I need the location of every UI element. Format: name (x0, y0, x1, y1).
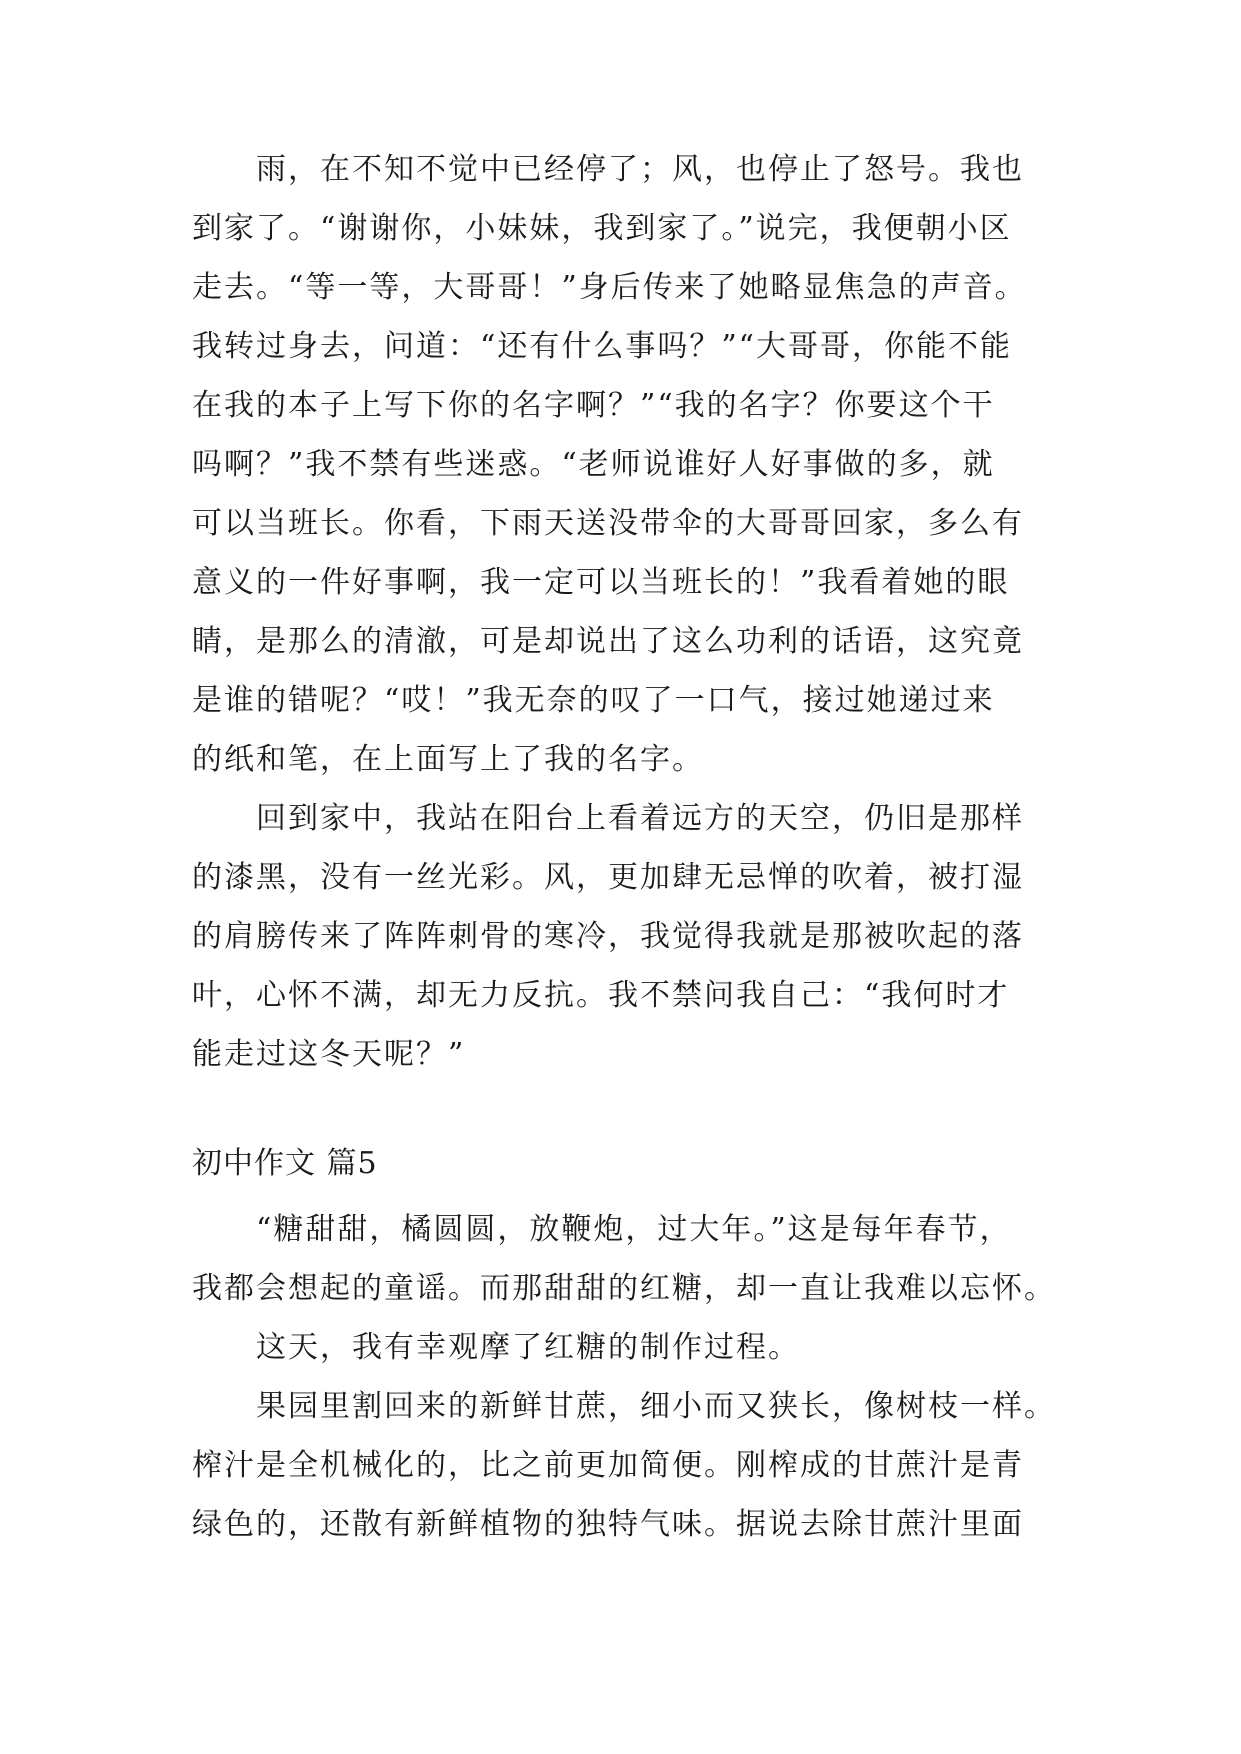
paragraph-line: 睛，是那么的清澈，可是却说出了这么功利的话语，这究竟 (192, 624, 1024, 659)
paragraph-line: 可以当班长。你看，下雨天送没带伞的大哥哥回家，多么有 (192, 506, 1024, 541)
paragraph-line: 走去。“等一等，大哥哥！”身后传来了她略显焦急的声音。 (192, 270, 1027, 305)
paragraph-line: 是谁的错呢？“哎！”我无奈的叹了一口气，接过她递过来 (192, 683, 995, 718)
paragraph-line: 吗啊？”我不禁有些迷惑。“老师说谁好人好事做的多，就 (192, 447, 995, 482)
paragraph-line: 的纸和笔，在上面写上了我的名字。 (192, 742, 704, 777)
paragraph-line: 雨，在不知不觉中已经停了；风，也停止了怒号。我也 (256, 152, 1024, 187)
paragraph-line: 的漆黑，没有一丝光彩。风，更加肆无忌惮的吹着，被打湿 (192, 860, 1024, 895)
paragraph-line: “糖甜甜，橘圆圆，放鞭炮，过大年。”这是每年春节， (256, 1212, 1012, 1247)
paragraph-line: 这天，我有幸观摩了红糖的制作过程。 (256, 1330, 800, 1365)
paragraph-line: 果园里割回来的新鲜甘蔗，细小而又狭长，像树枝一样。 (256, 1389, 1056, 1424)
paragraph-line: 回到家中，我站在阳台上看着远方的天空，仍旧是那样 (256, 801, 1024, 836)
paragraph-line: 绿色的，还散有新鲜植物的独特气味。据说去除甘蔗汁里面 (192, 1507, 1024, 1542)
paragraph-line: 能走过这冬天呢？” (192, 1037, 466, 1072)
paragraph-line: 意义的一件好事啊，我一定可以当班长的！”我看着她的眼 (192, 565, 1010, 600)
paragraph-line: 在我的本子上写下你的名字啊？”“我的名字？你要这个干 (192, 388, 995, 423)
paragraph-line: 叶，心怀不满，却无力反抗。我不禁问我自己：“我何时才 (192, 978, 1010, 1013)
paragraph-line: 我转过身去，问道：“还有什么事吗？”“大哥哥，你能不能 (192, 329, 1013, 364)
section-heading: 初中作文 篇5 (192, 1146, 378, 1181)
paragraph-line: 的肩膀传来了阵阵刺骨的寒冷，我觉得我就是那被吹起的落 (192, 919, 1024, 954)
paragraph-line: 我都会想起的童谣。而那甜甜的红糖，却一直让我难以忘怀。 (192, 1271, 1056, 1306)
paragraph-line: 到家了。“谢谢你，小妹妹，我到家了。”说完，我便朝小区 (192, 211, 1012, 246)
paragraph-line: 榨汁是全机械化的，比之前更加简便。刚榨成的甘蔗汁是青 (192, 1448, 1024, 1483)
